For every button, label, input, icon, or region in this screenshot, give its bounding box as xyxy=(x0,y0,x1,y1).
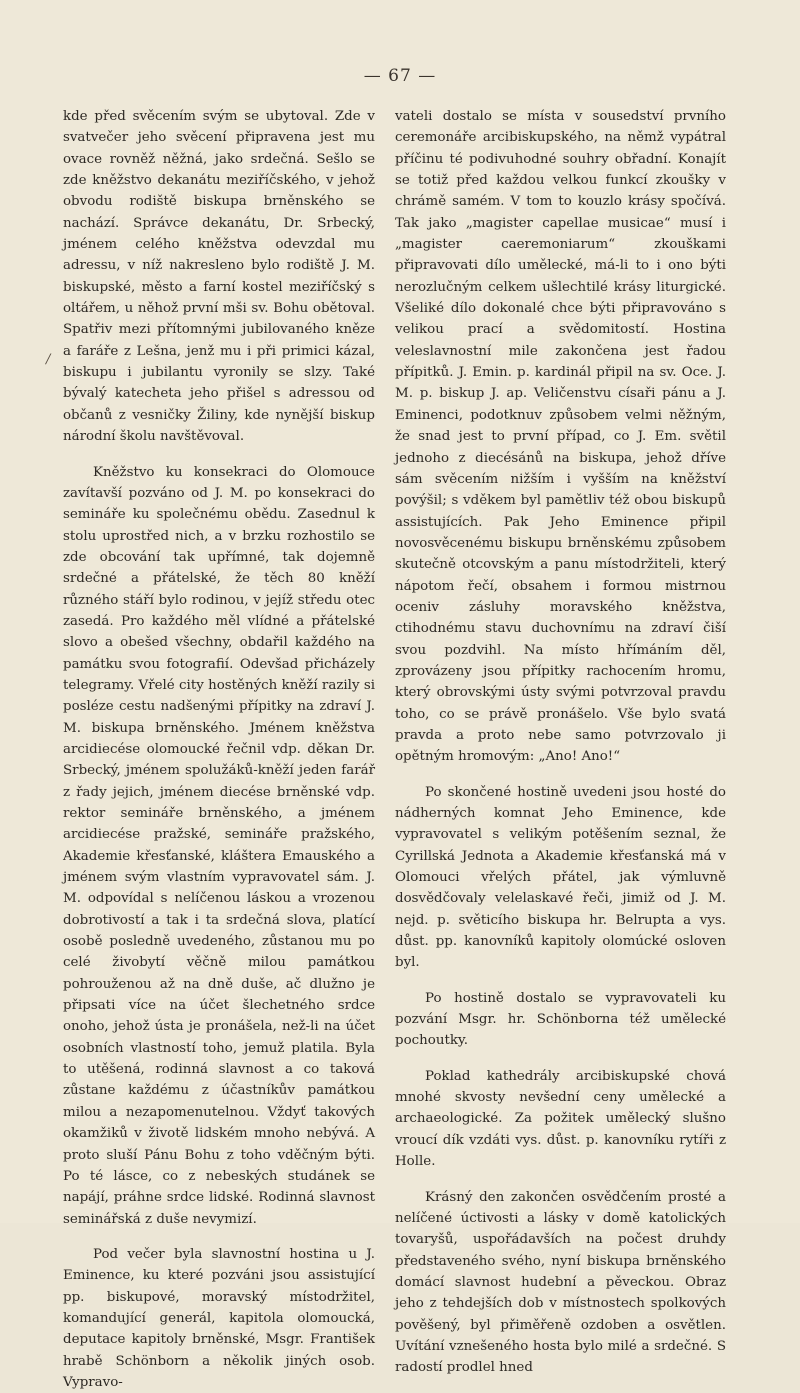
paragraph: Kněžstvo ku konsekraci do Olomouce zavítavší pozváno od J. M. po konsekraci do semináře ku společnému obědu. Zasednul k stolu uprostřed nich, a v brzku rozhostilo se zde obcování tak upřímné, tak dojemně srdečné a přátelské, že těch 80 kněží různého stáří bylo rodinou, v jejíž středu otec zasedá. Pro každého měl vlídné a přátelské slovo a obešed všechny, obdařil každého na památku svou fotografií. Odevšad přicházely telegramy. Vřelé city hostěných kněží razily si posléze cestu nadšenými přípitky na zdraví J. M. biskupa brněnského. Jménem kněžstva arcidiecése olomoucké řečnil vdp. děkan Dr. Srbecký, jménem spolužáků-kněží jeden farář z řady jejich, jménem diecése brněnské vdp. rektor semináře brněnského, a jménem arcidiecése pražské, semináře pražského, Akademie křesťanské, kláštera Emauského a jménem svým vlastním vypravovatel sám. J. M. odpovídal s nelíčenou láskou a vrozenou dobrotivostí a tak i ta srdečná slova, platící osobě posledně uvedeného, zůstanou mu po celé živobytí věčně milou památkou pohrouženou až na dně duše, ač dlužno je připsati více na účet šlechetného srdce onoho, jehož ústa je pronášela, než-li na účet osobních vlastností toho, jemuž platila. Byla to utěšená, rodinná slavnost a co taková zůstane každému z účastníkův památkou milou a nezapomenutelnou. Vždyť takových okamžiků v životě lidském mnoho nebývá. A proto sluší Pánu Bohu z toho vděčným býti. Po té lásce, co z nebeských studánek se napájí, práhne srdce lidské. Rodinná slavnost seminářská z duše nevymizí. xyxy=(63,464,375,1227)
page-number: — 67 — xyxy=(363,66,437,86)
left-column xyxy=(63,106,375,1393)
margin-mark: / xyxy=(46,352,51,367)
right-column xyxy=(395,106,726,1379)
paragraph: Po skončené hostině uvedeni jsou hosté do nádherných komnat Jeho Eminence, kde vypravovatel s velikým potěšením seznal, že Cyrillská Jednota a Akademie křesťanská má v Olomouci vřelých přátel, jak výmluvně dosvědčovaly velelaskavé řeči, jimiž od J. M. nejd. p. světicího biskupa hr. Belrupta a vys. důst. pp. kanovníků kapitoly olomúcké osloven byl. xyxy=(395,784,726,971)
paragraph: Pod večer byla slavnostní hostina u J. Eminence, ku které pozváni jsou assistující pp. biskupové, moravský místodržitel, komandující generál, kapitola olomoucká, deputace kapitoly brněnské, Msgr. František hrabě Schönborn a několik jiných osob. Vypravo- xyxy=(63,1246,375,1390)
paragraph: kde před svěcením svým se ubytoval. Zde v svatvečer jeho svěcení připravena jest mu ovace rovněž něžná, jako srdečná. Sešlo se zde kněžstvo dekanátu meziříčského, v jehož obvodu rodiště biskupa brněnského se nachází. Správce dekanátu, Dr. Srbecký, jménem celého kněžstva odevzdal mu adressu, v níž nakresleno bylo rodiště J. M. biskupské, město a farní kostel meziříčský s oltářem, u něhož první mši sv. Bohu obětoval. Spatřiv mezi přítomnými jubilovaného kněze a faráře z Lešna, jenž mu i při primici kázal, biskupu i jubilantu vyronily se slzy. Také bývalý katecheta jeho přišel s adressou od občanů z vesničky Žiliny, kde nynější biskup národní školu navštěvoval. xyxy=(63,109,375,445)
paragraph: vateli dostalo se místa v sousedství prvního ceremonáře arcibiskupského, na němž vypátral příčinu té podivuhodné souhry obřadní. Konajít se totiž před každou velkou funkcí zkoušky v chrámě samém. V tom to kouzlo krásy spočívá. Tak jako „magister capellae musicae“ musí i „magister caeremoniarum“ zkouškami připravovati dílo umělecké, má-li to i ono býti nerozlučným celkem ušlechtilé krásy liturgické. Všeliké dílo dokonalé chce býti připravováno s velikou prací a svědomitostí. Hostina veleslavnostní mile zakončena jest řadou přípitků. J. Emin. p. kardinál připil na sv. Oce. J. M. p. biskup J. ap. Veličenstvu císaři pánu a J. Eminenci, podotknuv způsobem velmi něžným, že snad jest to první případ, co J. Em. světil jednoho z diecésánů na biskupa, jehož dříve sám svěcením nižším i vyšším na kněžství povýšil; s vděkem byl pamětliv též obou biskupů assistujících. Pak Jeho Eminence připil novosvěcenému biskupu brněnskému způsobem skutečně otcovským a panu místodržiteli, který nápotom řečí, obsahem i formou mistrnou oceniv zásluhy moravského kněžstva, ctihodnému stavu duchovnímu na zdraví čiší svou pozdvihl. Na místo hřímáním děl, zprovázeny jsou přípitky rachocením hromu, který obrovskými ústy svými potvrzoval pravdu toho, co se právě pronášelo. Vše bylo svatá pravda a proto nebe samo potvrzovalo ji opětným hromovým: „Ano! Ano!“ xyxy=(395,109,726,765)
paragraph: Poklad kathedrály arcibiskupské chová mnohé skvosty nevšední ceny umělecké a archaeologické. Za požitek umělecký slušno vroucí dík vzdáti vys. důst. p. kanovníku rytíři z Holle. xyxy=(395,1068,726,1170)
paragraph: Po hostině dostalo se vypravovateli ku pozvání Msgr. hr. Schönborna též umělecké pochoutky. xyxy=(395,990,726,1049)
paragraph: Krásný den zakončen osvědčením prosté a nelíčené úctivosti a lásky v domě katolických tovaryšů, uspořádavších na počest druhdy představeného svého, nyní biskupa brněnského domácí slavnost hudební a pěveckou. Obraz jeho z tehdejších dob v místnostech spolkových pověšený, byl přiměřeně ozdoben a osvětlen. Uvítání vznešeného hosta bylo milé a srdečné. S radostí prodlel hned xyxy=(395,1189,726,1376)
